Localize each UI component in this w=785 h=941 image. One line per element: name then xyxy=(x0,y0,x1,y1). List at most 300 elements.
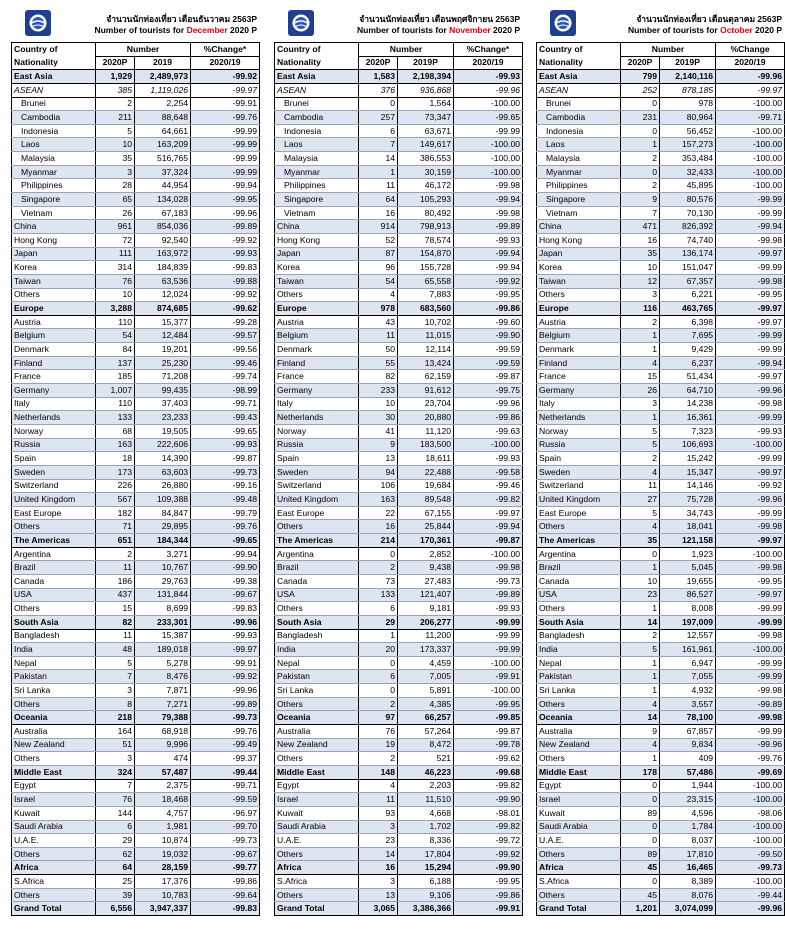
cell-2019: 206,277 xyxy=(398,615,454,629)
cell-2020: 39 xyxy=(96,888,135,902)
cell-2019: 2,489,973 xyxy=(135,70,191,84)
cell-pct-change: -99.74 xyxy=(191,370,260,384)
cell-2020: 26 xyxy=(621,384,660,398)
cell-country: Vietnam xyxy=(275,206,359,220)
cell-2019: 184,344 xyxy=(135,534,191,548)
cell-pct-change: -99.43 xyxy=(191,411,260,425)
cell-country: Japan xyxy=(12,247,96,261)
cell-2019: 9,429 xyxy=(660,343,716,357)
cell-country: S.Africa xyxy=(275,875,359,889)
cell-2020: 0 xyxy=(359,547,398,561)
cell-country: Finland xyxy=(537,356,621,370)
cell-country: Others xyxy=(275,752,359,766)
cell-country: Sri Lanka xyxy=(275,684,359,698)
panel-header xyxy=(274,6,522,42)
cell-country: East Europe xyxy=(537,506,621,520)
tat-logo-icon xyxy=(25,10,51,36)
cell-2019: 105,293 xyxy=(398,193,454,207)
cell-country: Brunei xyxy=(537,97,621,111)
table-row xyxy=(12,493,260,507)
cell-country: Europe xyxy=(275,302,359,316)
table-row xyxy=(275,288,523,302)
cell-2019: 9,438 xyxy=(398,561,454,575)
cell-2019: 80,964 xyxy=(660,111,716,125)
cell-country: Others xyxy=(275,288,359,302)
table-row xyxy=(12,588,260,602)
cell-country: The Americas xyxy=(275,534,359,548)
table-row xyxy=(12,111,260,125)
cell-country: Others xyxy=(275,847,359,861)
cell-2020: 28 xyxy=(96,179,135,193)
table-row xyxy=(12,438,260,452)
cell-2020: 1 xyxy=(621,343,660,357)
cell-pct-change: -99.75 xyxy=(454,384,523,398)
cell-pct-change: -99.38 xyxy=(191,574,260,588)
cell-2020: 27 xyxy=(621,493,660,507)
cell-2020: 18 xyxy=(96,452,135,466)
cell-country: Switzerland xyxy=(275,479,359,493)
table-row xyxy=(537,424,785,438)
tat-logo-icon xyxy=(550,10,576,36)
cell-2020: 799 xyxy=(621,70,660,84)
cell-2019: 17,810 xyxy=(660,847,716,861)
cell-2019: 22,488 xyxy=(398,465,454,479)
cell-2019: 74,740 xyxy=(660,233,716,247)
table-row xyxy=(537,274,785,288)
cell-2019: 136,174 xyxy=(660,247,716,261)
cell-2020: 19 xyxy=(359,738,398,752)
cell-2020: 6,556 xyxy=(96,902,135,916)
cell-country: Pakistan xyxy=(12,670,96,684)
table-row xyxy=(537,547,785,561)
cell-pct-change: -99.99 xyxy=(191,152,260,166)
table-row xyxy=(275,124,523,138)
cell-2020: 14 xyxy=(359,847,398,861)
cell-2019: 2,852 xyxy=(398,547,454,561)
cell-2019: 51,434 xyxy=(660,370,716,384)
cell-country: Austria xyxy=(537,315,621,329)
cell-2019: 16,361 xyxy=(660,411,716,425)
cell-pct-change: -99.65 xyxy=(454,111,523,125)
cell-country: China xyxy=(537,220,621,234)
cell-pct-change: -99.96 xyxy=(191,684,260,698)
table-row xyxy=(537,124,785,138)
table-row xyxy=(537,465,785,479)
cell-country: Brunei xyxy=(12,97,96,111)
cell-2019: 353,484 xyxy=(660,152,716,166)
cell-2020: 16 xyxy=(359,206,398,220)
table-row xyxy=(12,274,260,288)
cell-2019: 46,172 xyxy=(398,179,454,193)
cell-2019: 78,100 xyxy=(660,711,716,725)
cell-2019: 131,844 xyxy=(135,588,191,602)
cell-2020: 186 xyxy=(96,574,135,588)
cell-country: East Europe xyxy=(12,506,96,520)
cell-country: United Kingdom xyxy=(12,493,96,507)
table-row xyxy=(12,643,260,657)
cell-pct-change: -99.99 xyxy=(716,602,785,616)
table-row xyxy=(275,193,523,207)
cell-2020: 45 xyxy=(621,888,660,902)
table-row xyxy=(12,670,260,684)
cell-2019: 106,693 xyxy=(660,438,716,452)
table-row xyxy=(275,138,523,152)
table-row xyxy=(275,697,523,711)
cell-country: Others xyxy=(537,520,621,534)
cell-2019: 4,757 xyxy=(135,806,191,820)
cell-country: Cambodia xyxy=(275,111,359,125)
cell-2019: 109,388 xyxy=(135,493,191,507)
cell-country: Indonesia xyxy=(12,124,96,138)
cell-pct-change: -99.92 xyxy=(191,70,260,84)
cell-country: Germany xyxy=(537,384,621,398)
table-row xyxy=(537,438,785,452)
table-row xyxy=(537,875,785,889)
cell-country: Others xyxy=(537,288,621,302)
cell-country: Nepal xyxy=(275,656,359,670)
table-row xyxy=(537,684,785,698)
cell-pct-change: -99.73 xyxy=(191,465,260,479)
table-row xyxy=(275,452,523,466)
cell-country: Malaysia xyxy=(12,152,96,166)
cell-2020: 82 xyxy=(359,370,398,384)
cell-2019: 11,200 xyxy=(398,629,454,643)
cell-pct-change: -99.69 xyxy=(716,765,785,779)
col-header-2020: 2020P xyxy=(359,56,398,70)
cell-pct-change: -99.91 xyxy=(191,656,260,670)
cell-2019: 6,237 xyxy=(660,356,716,370)
table-row xyxy=(275,670,523,684)
cell-2020: 110 xyxy=(96,315,135,329)
cell-country: Sweden xyxy=(275,465,359,479)
cell-country: New Zealand xyxy=(275,738,359,752)
cell-pct-change: -99.50 xyxy=(716,847,785,861)
cell-pct-change: -99.60 xyxy=(454,315,523,329)
cell-country: Singapore xyxy=(537,193,621,207)
col-header-2020: 2020P xyxy=(621,56,660,70)
table-row xyxy=(275,888,523,902)
cell-2019: 173,337 xyxy=(398,643,454,657)
cell-2020: 48 xyxy=(96,643,135,657)
cell-country: Africa xyxy=(275,861,359,875)
cell-2019: 8,037 xyxy=(660,834,716,848)
cell-2020: 23 xyxy=(621,588,660,602)
cell-2020: 43 xyxy=(359,315,398,329)
region-row xyxy=(537,70,785,84)
cell-pct-change: -99.86 xyxy=(454,411,523,425)
table-row xyxy=(12,165,260,179)
cell-2019: 32,433 xyxy=(660,165,716,179)
table-row xyxy=(12,479,260,493)
region-row xyxy=(537,534,785,548)
cell-2020: 64 xyxy=(359,193,398,207)
cell-2019: 18,611 xyxy=(398,452,454,466)
table-row xyxy=(12,465,260,479)
cell-country: South Asia xyxy=(275,615,359,629)
table-row xyxy=(537,847,785,861)
title-thai: จำนวนนักท่องเที่ยว เดือนพฤศจิกายน 2563P xyxy=(359,14,520,24)
cell-2020: 87 xyxy=(359,247,398,261)
cell-2019: 161,961 xyxy=(660,643,716,657)
cell-2019: 8,389 xyxy=(660,875,716,889)
region-row xyxy=(275,70,523,84)
cell-pct-change: -99.93 xyxy=(454,233,523,247)
cell-country: Others xyxy=(12,520,96,534)
cell-2019: 88,648 xyxy=(135,111,191,125)
cell-2020: 35 xyxy=(621,534,660,548)
cell-2020: 133 xyxy=(96,411,135,425)
cell-pct-change: -96.97 xyxy=(191,806,260,820)
cell-2020: 4 xyxy=(359,288,398,302)
cell-2020: 76 xyxy=(96,274,135,288)
cell-pct-change: -99.98 xyxy=(716,397,785,411)
cell-2019: 157,273 xyxy=(660,138,716,152)
cell-2019: 26,880 xyxy=(135,479,191,493)
cell-2019: 8,476 xyxy=(135,670,191,684)
cell-2019: 7,871 xyxy=(135,684,191,698)
cell-2020: 4 xyxy=(621,465,660,479)
cell-country: Nepal xyxy=(537,656,621,670)
table-row xyxy=(537,738,785,752)
col-header-2019: 2019 xyxy=(135,56,191,70)
cell-country: China xyxy=(275,220,359,234)
cell-pct-change: -99.37 xyxy=(191,752,260,766)
cell-2020: 4 xyxy=(621,520,660,534)
region-row xyxy=(12,861,260,875)
cell-country: Norway xyxy=(275,424,359,438)
region-row xyxy=(537,615,785,629)
cell-2020: 2 xyxy=(359,752,398,766)
cell-2020: 89 xyxy=(621,806,660,820)
cell-2019: 978 xyxy=(660,97,716,111)
cell-2020: 76 xyxy=(96,793,135,807)
cell-2019: 1,784 xyxy=(660,820,716,834)
cell-2019: 29,763 xyxy=(135,574,191,588)
header-row xyxy=(537,43,785,57)
cell-2020: 1 xyxy=(621,684,660,698)
cell-pct-change: -99.82 xyxy=(454,493,523,507)
cell-pct-change: -99.98 xyxy=(716,629,785,643)
cell-pct-change: -99.93 xyxy=(191,247,260,261)
cell-2020: 5 xyxy=(621,643,660,657)
cell-pct-change: -99.99 xyxy=(716,452,785,466)
table-row xyxy=(537,111,785,125)
cell-country: Finland xyxy=(275,356,359,370)
cell-2020: 54 xyxy=(359,274,398,288)
cell-2019: 99,435 xyxy=(135,384,191,398)
cell-2020: 5 xyxy=(621,438,660,452)
cell-country: Vietnam xyxy=(12,206,96,220)
title-suffix: 2020 P xyxy=(230,25,257,35)
cell-pct-change: -99.92 xyxy=(716,479,785,493)
cell-2019: 67,857 xyxy=(660,725,716,739)
cell-country: Bangladesh xyxy=(275,629,359,643)
cell-country: South Asia xyxy=(12,615,96,629)
cell-2020: 0 xyxy=(359,656,398,670)
cell-pct-change: -99.59 xyxy=(191,793,260,807)
region-row xyxy=(537,711,785,725)
cell-country: Others xyxy=(537,752,621,766)
cell-2020: 218 xyxy=(96,711,135,725)
cell-pct-change: -99.83 xyxy=(191,261,260,275)
cell-2019: 2,254 xyxy=(135,97,191,111)
cell-2020: 2 xyxy=(621,315,660,329)
cell-pct-change: -99.97 xyxy=(454,506,523,520)
cell-2019: 878,185 xyxy=(660,83,716,97)
table-row xyxy=(12,738,260,752)
cell-2019: 71,208 xyxy=(135,370,191,384)
cell-country: Others xyxy=(12,602,96,616)
table-row xyxy=(537,493,785,507)
cell-2020: 54 xyxy=(96,329,135,343)
cell-pct-change: -99.92 xyxy=(454,274,523,288)
cell-2019: 44,954 xyxy=(135,179,191,193)
cell-pct-change: -99.93 xyxy=(191,629,260,643)
cell-2019: 121,407 xyxy=(398,588,454,602)
asean-row xyxy=(537,83,785,97)
cell-2019: 4,596 xyxy=(660,806,716,820)
cell-pct-change: -99.93 xyxy=(454,452,523,466)
table-row xyxy=(275,438,523,452)
cell-2019: 15,377 xyxy=(135,315,191,329)
table-row xyxy=(537,384,785,398)
cell-2019: 6,221 xyxy=(660,288,716,302)
cell-pct-change: -100.00 xyxy=(454,656,523,670)
cell-pct-change: -99.99 xyxy=(716,656,785,670)
cell-2019: 163,209 xyxy=(135,138,191,152)
cell-pct-change: -100.00 xyxy=(716,138,785,152)
tourist-table xyxy=(274,42,523,916)
cell-2020: 13 xyxy=(359,452,398,466)
cell-pct-change: -99.97 xyxy=(716,588,785,602)
cell-2019: 5,891 xyxy=(398,684,454,698)
cell-country: Singapore xyxy=(12,193,96,207)
cell-2019: 37,324 xyxy=(135,165,191,179)
cell-2020: 211 xyxy=(96,111,135,125)
cell-country: Belgium xyxy=(275,329,359,343)
cell-country: Hong Kong xyxy=(537,233,621,247)
table-row xyxy=(275,97,523,111)
table-row xyxy=(275,875,523,889)
table-row xyxy=(12,506,260,520)
cell-country: France xyxy=(275,370,359,384)
cell-country: Others xyxy=(537,602,621,616)
cell-2019: 936,868 xyxy=(398,83,454,97)
cell-2020: 164 xyxy=(96,725,135,739)
cell-2020: 471 xyxy=(621,220,660,234)
region-row xyxy=(275,534,523,548)
cell-pct-change: -99.99 xyxy=(191,138,260,152)
cell-pct-change: -100.00 xyxy=(454,97,523,111)
cell-2019: 64,661 xyxy=(135,124,191,138)
cell-2019: 19,684 xyxy=(398,479,454,493)
cell-country: U.A.E. xyxy=(537,834,621,848)
cell-pct-change: -99.44 xyxy=(716,888,785,902)
table-row xyxy=(537,629,785,643)
cell-2020: 148 xyxy=(359,765,398,779)
cell-country: Middle East xyxy=(12,765,96,779)
title-prefix: Number of tourists for xyxy=(94,25,185,35)
cell-pct-change: -99.99 xyxy=(716,261,785,275)
table-row xyxy=(537,779,785,793)
title-suffix: 2020 P xyxy=(755,25,782,35)
table-row xyxy=(12,561,260,575)
panel-oct xyxy=(536,6,784,916)
cell-pct-change: -99.92 xyxy=(191,233,260,247)
table-row xyxy=(537,834,785,848)
table-row xyxy=(275,738,523,752)
cell-2020: 3 xyxy=(96,165,135,179)
table-row xyxy=(275,602,523,616)
cell-2020: 0 xyxy=(621,547,660,561)
cell-2020: 22 xyxy=(359,506,398,520)
cell-pct-change: -99.89 xyxy=(191,697,260,711)
cell-2020: 6 xyxy=(359,124,398,138)
cell-pct-change: -99.97 xyxy=(716,465,785,479)
cell-pct-change: -99.94 xyxy=(454,520,523,534)
cell-pct-change: -99.92 xyxy=(191,288,260,302)
cell-country: France xyxy=(537,370,621,384)
cell-pct-change: -99.73 xyxy=(191,711,260,725)
cell-2019: 57,487 xyxy=(135,765,191,779)
cell-2019: 92,540 xyxy=(135,233,191,247)
cell-country: Russia xyxy=(537,438,621,452)
cell-2019: 15,242 xyxy=(660,452,716,466)
cell-country: Spain xyxy=(12,452,96,466)
cell-2020: 11 xyxy=(96,629,135,643)
cell-pct-change: -99.94 xyxy=(454,261,523,275)
table-row xyxy=(537,506,785,520)
cell-2019: 7,271 xyxy=(135,697,191,711)
cell-2019: 30,159 xyxy=(398,165,454,179)
cell-pct-change: -100.00 xyxy=(454,547,523,561)
cell-country: Australia xyxy=(275,725,359,739)
table-row xyxy=(537,329,785,343)
cell-2019: 170,361 xyxy=(398,534,454,548)
cell-2019: 23,315 xyxy=(660,793,716,807)
cell-2019: 15,347 xyxy=(660,465,716,479)
cell-2019: 18,468 xyxy=(135,793,191,807)
table-row xyxy=(275,370,523,384)
cell-pct-change: -99.86 xyxy=(454,302,523,316)
table-row xyxy=(275,806,523,820)
cell-pct-change: -99.89 xyxy=(454,220,523,234)
cell-country: Egypt xyxy=(537,779,621,793)
table-row xyxy=(12,315,260,329)
table-row xyxy=(275,384,523,398)
cell-2019: 20,880 xyxy=(398,411,454,425)
table-row xyxy=(275,397,523,411)
cell-country: Germany xyxy=(12,384,96,398)
cell-2019: 63,603 xyxy=(135,465,191,479)
cell-country: Japan xyxy=(537,247,621,261)
header-row xyxy=(275,56,523,70)
cell-2020: 231 xyxy=(621,111,660,125)
cell-pct-change: -99.99 xyxy=(716,206,785,220)
cell-2019: 75,728 xyxy=(660,493,716,507)
cell-pct-change: -99.79 xyxy=(191,506,260,520)
cell-pct-change: -99.71 xyxy=(716,111,785,125)
cell-2019: 8,472 xyxy=(398,738,454,752)
cell-2019: 155,728 xyxy=(398,261,454,275)
table-row xyxy=(12,847,260,861)
cell-2020: 4 xyxy=(621,697,660,711)
cell-pct-change: -99.92 xyxy=(454,847,523,861)
region-row xyxy=(12,615,260,629)
cell-2019: 16,465 xyxy=(660,861,716,875)
cell-pct-change: -99.82 xyxy=(454,820,523,834)
cell-2020: 10 xyxy=(621,574,660,588)
